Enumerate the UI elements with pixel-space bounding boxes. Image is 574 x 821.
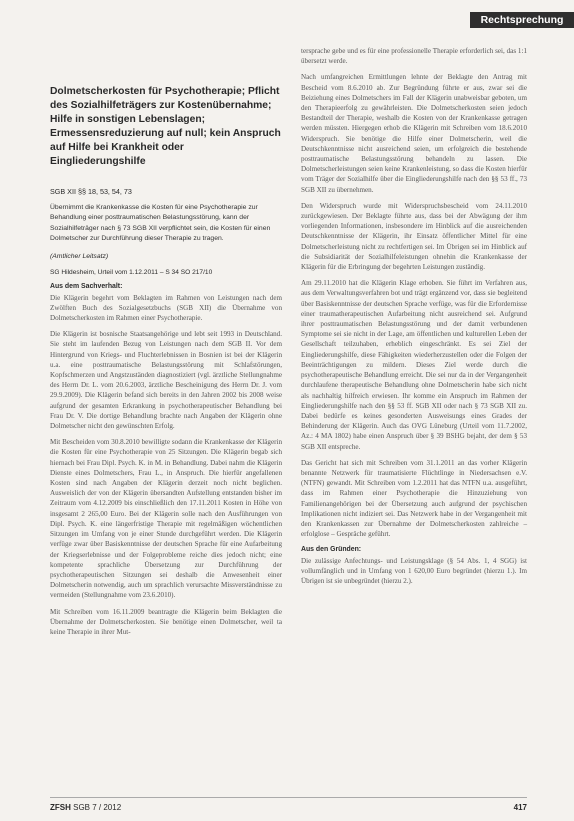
reasons-heading: Aus den Gründen: bbox=[301, 546, 362, 554]
journal-issue: SGB 7 / 2012 bbox=[73, 803, 122, 812]
headnote: Übernimmt die Krankenkasse die Kosten für eine Psychotherapie zur Behandlung einer posttraumatischen Belastungsstörung, kann der Sozialhilfeträger nach § 73 SGB XII verpflichtet sein, die Kosten für einen Dolmetscher zur Durchführung dieser Therapie zu tragen. bbox=[50, 204, 271, 242]
body-paragraph: Mit Schreiben vom 16.11.2009 beantragte die Klägerin beim Beklagten die Übernahme der Dolmetscherkosten. Sie benötige einen Dolmetscher, weil ta keine Therapie in ihrer Mut- bbox=[50, 607, 282, 636]
body-paragraph: Mit Bescheiden vom 30.8.2010 bewilligte sodann die Krankenkasse der Klägerin die Kosten für eine Psychotherapie von 25 Sitzungen. Die Klägerin begab sich hiernach bei Frau Dipl. Psych. K. in M. in Behandlung. Dabei nahm die Klägerin Dienste eines Dolmetschers, Frau L., in Anspruch. Die hierfür angefallenen Kosten sind nach Angaben der Klägerin derzeit noch nicht beglichen. Ausweislich der von der Klägerin übersandten Aufstellung entstanden bisher im Zeitraum vom 4.12.2009 bis einschließlich den 17.11.2011 Kosten in Höhe von insgesamt 2 265,00 Euro. Bei der Klägerin solle nach den Ausführungen von Dipl. Psych. K. eine längerfristige Therapie mit regelmäßigen wöchentlichen Sitzungen im Umfang von je einer Stunde durchgeführt werden. Die Klägerin verfüge zwar über Basiskenntnisse der deutschen Sprache für eine Aufarbeitung der Kriegserlebnisse und der Folgeprobleme reiche dies jedoch nicht; eine kompetente sprachliche Übersetzung zur Durchführung der psychotherapeutischen Sitzungen sei deshalb die Anwesenheit einer Dolmetscherin notwendig, auch um sprachlich verursachte Missverständnisse zu vermeiden (Stellungnahme vom 23.6.2010). bbox=[50, 438, 282, 600]
page-number: 417 bbox=[513, 803, 527, 812]
body-paragraph: Die zulässige Anfechtungs- und Leistungsklage (§ 54 Abs. 1, 4 SGG) ist vollumfänglich und in Umfang von 1 620,00 Euro begründet (hierzu 1.). Im Übrigen ist sie unbegründet (hierzu 2.). bbox=[301, 556, 527, 585]
body-paragraph: Die Klägerin begehrt vom Beklagten im Rahmen von Leistungen nach dem Zwölften Buch des Sozialgesetzbuchs (SGB XII) die Übernahme von Dolmetscherkosten im Rahmen einer Psychotherapie. bbox=[50, 293, 282, 323]
journal-title: ZFSH bbox=[50, 803, 71, 812]
body-paragraph: tersprache gebe und es für eine professionelle Therapie erforderlich sei, das 1:1 übersetzt werde. bbox=[301, 47, 527, 66]
body-paragraph: Das Gericht hat sich mit Schreiben vom 31.1.2011 an das vorher Klägerin benannte Netzwerk für traumatisierte Flüchtlinge in Niedersachsen e.V. (NTFN) gewandt. Mit Schreiben vom 1.2.2011 hat das NTFN u.a. ausgeführt, dass im Rahmen einer Psychotherapie die Hinzuziehung von Familienangehörigen bei der Übersetzung auch aufgrund der psychischen Implikationen nicht indiziert sei. Das Netzwerk habe in der Vergangenheit mit den Krankenkassen zur Übernahme der Dolmetscherkosten zahlreiche – erfolglose – Gespräche geführt. bbox=[301, 458, 527, 539]
section-tab: Rechtsprechung bbox=[470, 12, 574, 28]
body-paragraph: Nach umfangreichen Ermittlungen lehnte der Beklagte den Antrag mit Bescheid vom 8.6.2010 ab. Zur Begründung führte er aus, zwar sei die Beiziehung eines Dolmetschers im Fall der Klägerin unabweisbar geboten, um den Therapieerfolg zu gewährleisten. Die Dolmetscherkosten seien jedoch Bestandteil der Therapie, weshalb die Kosten von der Krankenkasse getragen werden müssten. Hiergegen erhob die Klägerin mit Schreiben vom 18.6.2010 Widerspruch. Sie benötige die Hilfe einer Dolmetscherin, weil die Deutschkenntnisse nicht ausreichend seien, um erfolgreich die bestehende posttraumatische Belastungsstörung behandeln zu lassen. Die Dolmetscherleistungen seien keine Krankenleistung, so dass die Kosten hierfür vom Träger der Sozialhilfe über die Eingliederungshilfe nach den §§ 53 ff., 73 SGB XII zu übernehmen. bbox=[301, 73, 527, 194]
body-paragraph: Die Klägerin ist bosnische Staatsangehörige und lebt seit 1993 in Deutschland. Sie steht im laufenden Bezug von Leistungen nach dem SGB II. Vor dem Hintergrund von Kriegs- und Fluchterlebnissen in Bosnien ist bei der Klägerin u.a. eine posttraumatische Belastungsstörung mit Schlafstörungen, Kopfschmerzen und Angstzuständen diagnostiziert (vgl. ärztliche Stellungnahme des Herrn Dr. L. vom 20.6.2003, ärztliche Bescheinigung des Herrn Dr. J. vom 29.9.2009). Die Klägerin befand sich bereits in den Jahren 2002 bis 2008 weise aufgrund der gesamten Erkrankung in psychotherapeutischer Behandlung bei Frau Dr. V. Die dortige Behandlung brachte nach Angaben der Klägerin ohne Dolmetscher nicht den gewünschten Erfolg. bbox=[50, 330, 282, 431]
right-column bbox=[301, 46, 527, 592]
facts-heading: Aus dem Sachverhalt: bbox=[50, 283, 123, 291]
page-footer bbox=[0, 797, 574, 821]
journal-name bbox=[50, 803, 121, 812]
article-title: Dolmetscherkosten für Psychotherapie; Pflicht des Sozialhilfeträgers zur Kostenübernahme; Hilfe in sonstigen Lebenslagen; Ermessensreduzierung auf null; kein Anspruch auf Hilfe bei Krankheit oder Eingliederungshilfe bbox=[50, 86, 281, 167]
court-citation: SG Hildesheim, Urteil vom 1.12.2011 – S 34 SO 217/10 bbox=[50, 269, 213, 277]
body-paragraph: Den Widerspruch wurde mit Widerspruchsbescheid vom 24.11.2010 zurückgewiesen. Der Beklagte führte aus, dass bei der Abwägung der ihm vorliegenden Informationen, insbesondere im Hinblick auf die ausreichenden Deutschkenntnisse der Klägerin, ihr Einsatz öffentlicher Mittel für eine Dolmetscherleistung nicht zu rechtfertigen sei. Im Übrigen sei im Hinblick auf die Subsidiarität der Sozialhilfeleistungen ohnehin die Krankenkasse der Klägerin für die Erbringung der begehrten Leistungen zuständig. bbox=[301, 201, 527, 272]
footer-rule bbox=[50, 797, 527, 798]
body-paragraph: Am 29.11.2010 hat die Klägerin Klage erhoben. Sie führt im Verfahren aus, aus dem Verwaltungsverfahren bot und trägt ergänzend vor, dass sie begleitend über Basiskenntnisse der deutschen Sprache verfüge, was für die Erfordernisse einer traumatherapeutischen Aufarbeitung nicht ausreichend sei. Aufgrund ihrer posttraumatischen Belastungsstörung und der damit verbundenen Symptome sei sie nicht in der Lage, am öffentlichen und kulturellen Leben der Gesellschaft teilzuhaben, erheblich eingeschränkt. Es sei Ziel der Eingliederungshilfe, diese Fähigkeiten wiederherzustellen oder die Folgen der Beeinträchtigungen zu mildern. Dieses Ziel werde durch die psychotherapeutische Behandlung erreicht. Die sei nur da in der Vergangenheit durchlaufene therapeutische Behandlung ohne Dolmetscherin habe sich nicht als nachhaltig hilfreich erwiesen. Ihr komme ein Anspruch im Rahmen der Eingliederungshilfe nach den §§ 53 ff. SGB XII oder nach § 73 SGB XII zu. Dabei bedürfe es keines gesonderten Ausweisungs eines Grades der Behinderung der Klägerin. Auch das OVG Lüneburg (Urteil vom 11.7.2002, Az.: 4 MA 1802) habe einen Anspruch über § 39 BSHG bejaht, der dem § 53 SGB XII entspreche. bbox=[301, 279, 527, 451]
norm-reference: SGB XII §§ 18, 53, 54, 73 bbox=[50, 187, 132, 196]
left-column bbox=[50, 46, 282, 643]
leitsatz-label: (Amtlicher Leitsatz) bbox=[50, 253, 109, 261]
